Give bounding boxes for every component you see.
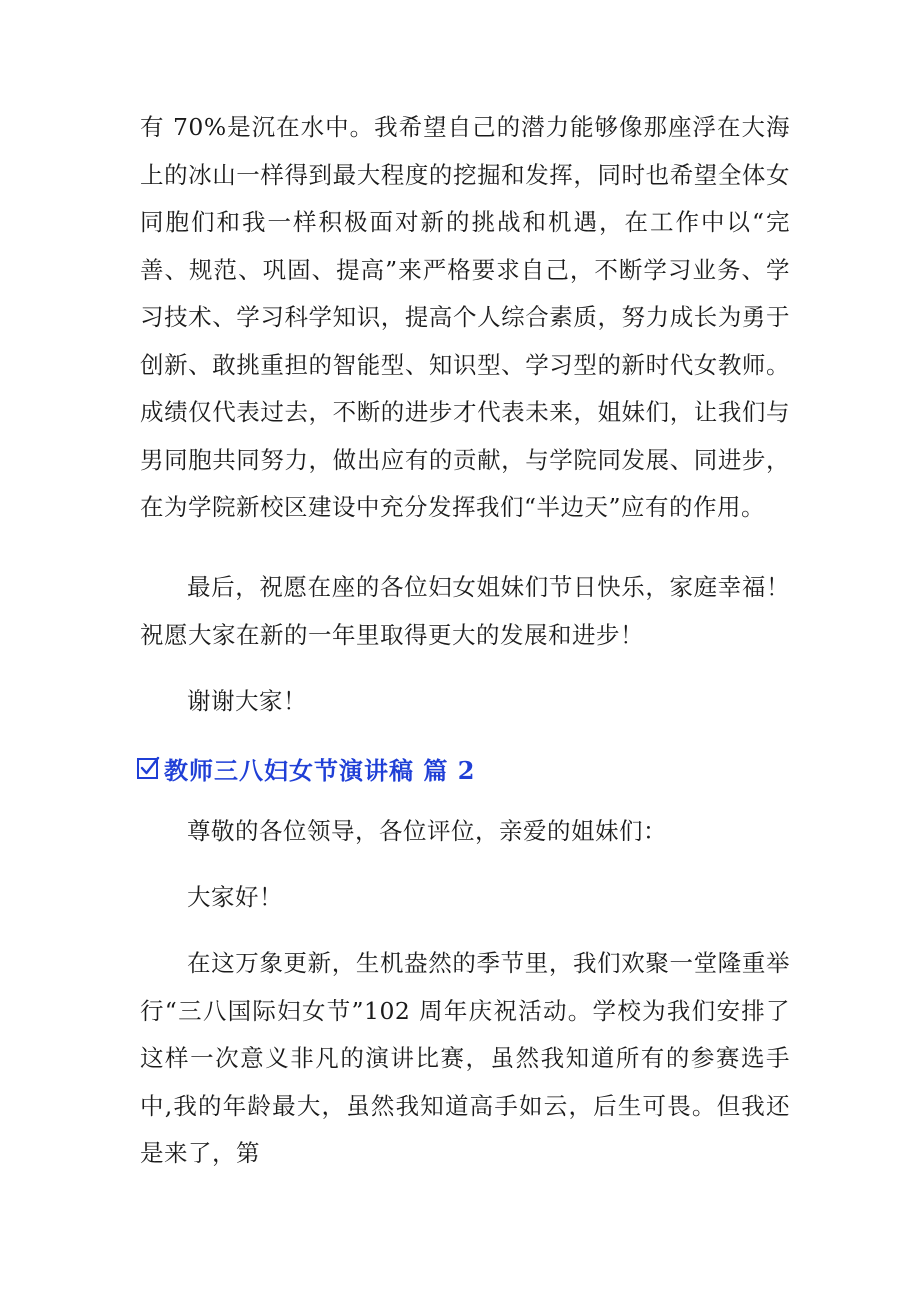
paragraph-continuation: 有 70%是沉在水中。我希望自己的潜力能够像那座浮在大海上的冰山一样得到最大程度的挖掘和发挥，同时也希望全体女同胞们和我一样积极面对新的挑战和机遇，在工作中以“完善、规范、巩固、提高”来严格要求自己，不断学习业务、学习技术、学习科学知识，提高个人综合素质，努力成长为勇于创新、敢挑重担的智能型、知识型、学习型的新时代女教师。成绩仅代表过去，不断的进步才代表未来，姐妹们，让我们与男同胞共同努力，做出应有的贡献，与学院同发展、同进步，在为学院新校区建设中充分发挥我们“半边天”应有的作用。: [140, 113, 790, 521]
paragraph-opening: 在这万象更新，生机盎然的季节里，我们欢聚一堂隆重举行“三八国际妇女节”102 周年庆祝活动。学校为我们安排了这样一次意义非凡的演讲比赛，虽然我知道所有的参赛选手中,我的年龄最大，虽然我知道高手如云，后生可畏。但我还是来了，第: [140, 949, 790, 1167]
paragraph-salutation: 尊敬的各位领导，各位评位，亲爱的姐妹们：: [187, 817, 667, 845]
paragraph-greeting: 大家好！: [187, 883, 283, 911]
section-heading-title: 教师三八妇女节演讲稿 篇 2: [164, 755, 476, 785]
paragraph-wishes: 最后，祝愿在座的各位妇女姐妹们节日快乐，家庭幸福！祝愿大家在新的一年里取得更大的发展和进步！: [140, 573, 790, 649]
section-heading: [136, 746, 475, 790]
checkbox-checked-icon: [136, 756, 160, 780]
paragraph-thanks: 谢谢大家！: [187, 687, 307, 715]
